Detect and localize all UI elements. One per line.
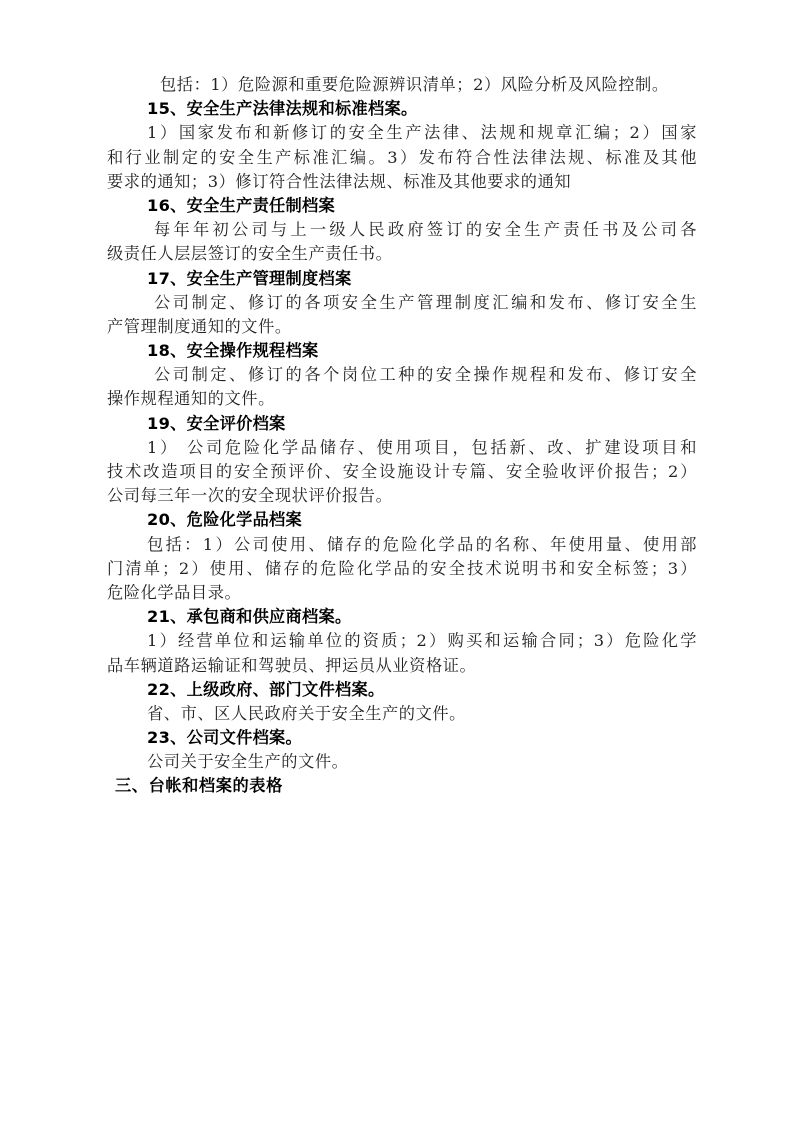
paragraph-line: 产管理制度通知的文件。 xyxy=(107,316,292,336)
heading-19: 19、安全评价档案 xyxy=(147,413,286,433)
heading-20: 20、危险化学品档案 xyxy=(147,510,303,530)
paragraph-line: 门清单；2）使用、储存的危险化学品的安全技术说明书和安全标签；3） xyxy=(107,558,697,578)
paragraph-line: 危险化学品目录。 xyxy=(107,582,242,602)
paragraph-line: 1）经营单位和运输单位的资质；2）购买和运输合同；3）危险化学 xyxy=(147,631,697,651)
paragraph-line: 技术改造项目的安全预评价、安全设施设计专篇、安全验收评价报告；2） xyxy=(107,462,697,481)
heading-18: 18、安全操作规程档案 xyxy=(147,341,319,361)
paragraph-line: 级责任人层层签订的安全生产责任书。 xyxy=(107,244,393,264)
paragraph-line: 包括：1）公司使用、储存的危险化学品的名称、年使用量、使用部 xyxy=(147,534,697,554)
paragraph-line: 公司制定、修订的各个岗位工种的安全操作规程和发布、修订安全 xyxy=(154,365,697,385)
heading-16: 16、安全生产责任制档案 xyxy=(147,195,336,215)
paragraph-line: 省、市、区人民政府关于安全生产的文件。 xyxy=(147,703,466,723)
paragraph-line: 每年年初公司与上一级人民政府签订的安全生产责任书及公司各 xyxy=(154,220,697,240)
heading-21: 21、承包商和供应商档案。 xyxy=(147,607,352,627)
heading-22: 22、上级政府、部门文件档案。 xyxy=(147,679,385,699)
document-page xyxy=(107,73,697,799)
section-heading-3: 三、台帐和档案的表格 xyxy=(115,776,283,796)
heading-17: 17、安全生产管理制度档案 xyxy=(147,268,352,288)
heading-23: 23、公司文件档案。 xyxy=(147,728,303,748)
paragraph-line: 公司每三年一次的安全现状评价报告。 xyxy=(107,486,393,506)
paragraph-line: 操作规程通知的文件。 xyxy=(107,389,275,409)
paragraph-line: 包括：1）危险源和重要危险源辨识清单；2）风险分析及风险控制。 xyxy=(160,75,669,94)
paragraph-line: 公司制定、修订的各项安全生产管理制度汇编和发布、修订安全生 xyxy=(154,292,697,312)
heading-15: 15、安全生产法律法规和标准档案。 xyxy=(147,99,418,119)
paragraph-line: 品车辆道路运输证和驾驶员、押运员从业资格证。 xyxy=(107,655,477,675)
paragraph-line: 和行业制定的安全生产标准汇编。3）发布符合性法律法规、标准及其他 xyxy=(107,147,697,167)
paragraph-line: 1） 公司危险化学品储存、使用项目，包括新、改、扩建设项目和 xyxy=(147,437,697,457)
paragraph-line: 公司关于安全生产的文件。 xyxy=(147,752,349,772)
paragraph-line: 要求的通知；3）修订符合性法律法规、标准及其他要求的通知 xyxy=(107,171,572,191)
paragraph-line: 1）国家发布和新修订的安全生产法律、法规和规章汇编；2）国家 xyxy=(147,123,697,143)
